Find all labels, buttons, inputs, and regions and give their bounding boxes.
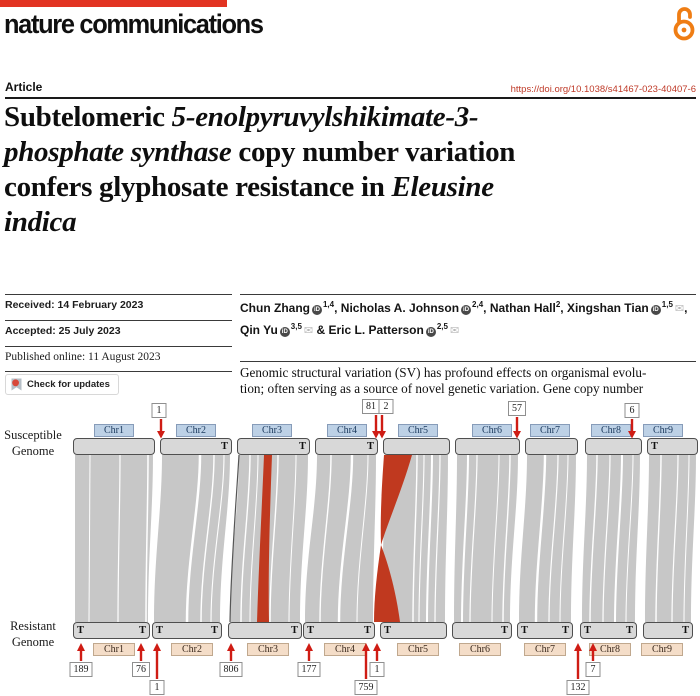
bottom-chromosome-label-chr7: Chr7 (524, 643, 566, 656)
top-chromosome-label-chr7: Chr7 (530, 424, 570, 437)
top-count-box: 1 (152, 403, 167, 418)
bottom-chromosome-label-chr1: Chr1 (93, 643, 135, 656)
bottom-chromosome-label-chr2: Chr2 (171, 643, 213, 656)
top-chromosome-label-chr5: Chr5 (398, 424, 438, 437)
top-chromosome-bar-chr5 (383, 438, 450, 455)
top-chromosome-bar-chr3: T (237, 438, 310, 455)
bottom-chromosome-bar-chr6: T (452, 622, 512, 639)
orcid-icon[interactable]: iD (463, 307, 470, 313)
top-count-box: 81 (362, 399, 380, 414)
bottom-count-box: 1 (370, 662, 385, 677)
top-chromosome-label-chr4: Chr4 (327, 424, 367, 437)
check-for-updates-label: Check for updates (27, 379, 110, 390)
susceptible-genome-label: Susceptible Genome (4, 428, 62, 458)
top-chromosome-bar-chr1 (73, 438, 155, 455)
author-affiliation-sup: 1,5 (661, 300, 673, 309)
bottom-count-box: 806 (220, 662, 243, 677)
author-name: Nathan Hall (489, 301, 556, 315)
author-name: Xingshan Tian (566, 301, 649, 315)
bottom-chromosome-bar-chr9: T (643, 622, 693, 639)
bottom-chromosome-bar-chr8: T T (580, 622, 637, 639)
published-date: Published online: 11 August 2023 (5, 351, 161, 363)
author-name: Nicholas A. Johnson (340, 301, 460, 315)
title-line: Subtelomeric 5-enolpyruvylshikimate-3- (4, 101, 479, 133)
author-affiliation-sup: 2,4 (472, 300, 484, 309)
bottom-count-box: 189 (70, 662, 93, 677)
bottom-chromosome-bar-chr5: T (380, 622, 447, 639)
bottom-chromosome-label-chr8: Chr8 (589, 643, 631, 656)
abstract-line: Genomic structural variation (SV) has profound effects on organismal evolu- (240, 365, 647, 380)
top-count-box: 57 (508, 401, 526, 416)
article-type-label: Article (5, 80, 43, 94)
top-count-box: 6 (625, 403, 640, 418)
top-chromosome-bar-chr2: T (160, 438, 232, 455)
email-icon[interactable]: ✉ (674, 303, 685, 315)
accepted-date: Accepted: 25 July 2023 (5, 325, 121, 337)
top-count-box: 2 (379, 399, 394, 414)
bottom-chromosome-label-chr3: Chr3 (247, 643, 289, 656)
bottom-chromosome-label-chr9: Chr9 (641, 643, 683, 656)
email-icon[interactable]: ✉ (303, 325, 314, 337)
author-name: Chun Zhang (240, 301, 310, 315)
orcid-icon[interactable]: iD (652, 307, 659, 313)
abstract-line: tion; often serving as a source of novel genetic variation. Gene copy number (240, 381, 644, 396)
title-line: indica (4, 206, 77, 238)
bottom-chromosome-label-chr6: Chr6 (459, 643, 501, 656)
top-chromosome-label-chr1: Chr1 (94, 424, 134, 437)
resistant-genome-label: Resistant Genome (10, 619, 56, 649)
bottom-chromosome-label-chr5: Chr5 (397, 643, 439, 656)
top-chromosome-bar-chr8 (585, 438, 642, 455)
bottom-count-box: 1 (150, 680, 165, 695)
bottom-count-box: 177 (298, 662, 321, 677)
bottom-chromosome-bar-chr2: T T (152, 622, 222, 639)
bottom-chromosome-bar-chr7: T T (517, 622, 573, 639)
doi-link[interactable]: https://doi.org/10.1038/s41467-023-40407-6 (510, 84, 696, 95)
top-chromosome-bar-chr4: T (315, 438, 378, 455)
author-affiliation-sup: 2 (555, 300, 561, 309)
orcid-icon[interactable]: iD (281, 329, 288, 335)
top-chromosome-bar-chr7 (525, 438, 578, 455)
top-chromosome-label-chr3: Chr3 (252, 424, 292, 437)
orcid-icon[interactable]: iD (313, 307, 320, 313)
bottom-chromosome-bar-chr1: T T (73, 622, 150, 639)
bottom-count-box: 759 (355, 680, 378, 695)
top-chromosome-label-chr8: Chr8 (591, 424, 631, 437)
bottom-count-box: 76 (132, 662, 150, 677)
bottom-count-box: 132 (567, 680, 590, 695)
bottom-chromosome-bar-chr4: T T (303, 622, 375, 639)
author-affiliation-sup: 1,4 (322, 300, 335, 309)
journal-logotype: nature communications (4, 9, 263, 39)
bottom-chromosome-bar-chr3: T (228, 622, 302, 639)
author-affiliation-sup: 3,5 (290, 322, 302, 331)
author-name: Eric L. Patterson (328, 323, 424, 337)
top-chromosome-bar-chr9: T (647, 438, 698, 455)
author-affiliation-sup: 2,5 (436, 322, 448, 331)
author-name: Qin Yu (240, 323, 278, 337)
author-list: Chun Zhang iD$^{1,4}$, Nicholas A. Johnson iD$^{2,4}$, Nathan Hall$^2$, Xingshan Tian iD$^{1,5}$ ✉, Qin Yu iD$^{3,5}$ ✉ & Eric L. Patterson iD$^{2,5}$ ✉ (240, 300, 688, 337)
email-icon[interactable]: ✉ (449, 325, 460, 337)
top-chromosome-bar-chr6 (455, 438, 520, 455)
top-chromosome-label-chr9: Chr9 (643, 424, 683, 437)
title-line: confers glyphosate resistance in Eleusine (4, 171, 494, 203)
bottom-count-box: 7 (586, 662, 601, 677)
top-chromosome-label-chr6: Chr6 (472, 424, 512, 437)
top-chromosome-label-chr2: Chr2 (176, 424, 216, 437)
title-line: phosphate synthase copy number variation (4, 136, 516, 168)
received-date: Received: 14 February 2023 (5, 299, 144, 311)
bottom-chromosome-label-chr4: Chr4 (324, 643, 366, 656)
orcid-icon[interactable]: iD (427, 329, 434, 335)
